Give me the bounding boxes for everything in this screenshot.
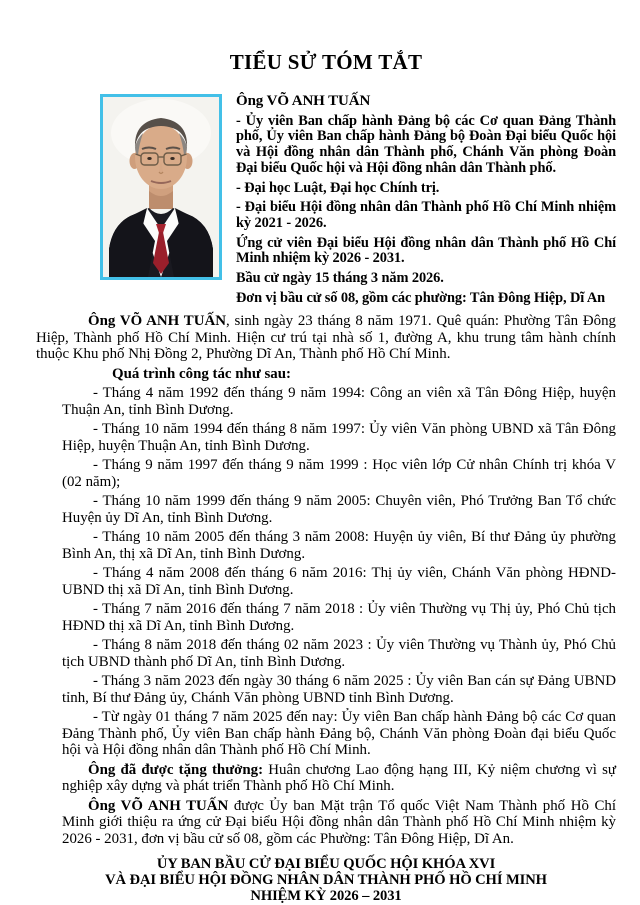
nomination-name: Ông VÕ ANH TUẤN — [88, 797, 229, 814]
footer-line-1: ỦY BAN BẦU CỬ ĐẠI BIỂU QUỐC HỘI KHÓA XVI — [156, 856, 496, 873]
awards-text: Huân chương Lao động hạng III, Kỷ niệm chương vì sự nghiệp xây dựng và phát triển Thành phố Hồ Chí Minh. — [62, 761, 616, 795]
career-item: - Tháng 10 năm 1994 đến tháng 8 năm 1997: Ủy viên Văn phòng UBND xã Tân Đông Hiệp, huyện Thuận An, tỉnh Bình Dương. — [62, 421, 616, 454]
footer-line-3: NHIỆM KỲ 2026 – 2031 — [250, 888, 402, 905]
intro-text: , sinh ngày 23 tháng 8 năm 1971. Quê quán: Phường Tân Đông Hiệp, Thành phố Hồ Chí Minh. Hiện cư trú tại nhà số 1, đường A, khu trung tâm hành chính thuộc Khu phố Nhị Đồng 2, Phường Dĩ An, Thành phố Hồ Chí Minh. — [36, 313, 616, 363]
summary-line: - Đại biểu Hội đồng nhân dân Thành phố Hồ Chí Minh nhiệm kỳ 2021 - 2026. — [236, 199, 616, 231]
career-item: - Tháng 3 năm 2023 đến ngày 30 tháng 6 năm 2025 : Ủy viên Ban cán sự Đảng UBND tỉnh, Bí thư Đảng ủy, Chánh Văn phòng UBND tỉnh Bình Dương. — [62, 673, 616, 706]
career-item: - Tháng 4 năm 2008 đến tháng 6 năm 2016: Thị ủy viên, Chánh Văn phòng HĐND-UBND thị xã Dĩ An, tỉnh Bình Dương. — [62, 565, 616, 598]
summary-lines — [236, 114, 616, 307]
awards-label: Ông đã được tặng thưởng: — [88, 761, 264, 778]
career-item: - Tháng 7 năm 2016 đến tháng 7 năm 2018 : Ủy viên Thường vụ Thị ủy, Phó Chủ tịch HĐND thị xã Dĩ An, tỉnh Bình Dương. — [62, 601, 616, 634]
portrait-illustration — [103, 97, 219, 277]
summary-line: Đơn vị bầu cử số 08, gồm các phường: Tân Đông Hiệp, Dĩ An — [236, 289, 606, 306]
career-item: - Tháng 10 năm 1999 đến tháng 9 năm 2005: Chuyên viên, Phó Trưởng Ban Tổ chức Huyện ủy Dĩ An, tỉnh Bình Dương. — [62, 493, 616, 526]
nomination-paragraph — [62, 798, 616, 848]
page-title: TIỂU SỬ TÓM TẮT — [229, 50, 423, 74]
election-committee-footer — [36, 857, 616, 904]
candidate-photo — [100, 94, 222, 280]
career-item: - Từ ngày 01 tháng 7 năm 2025 đến nay: Ủy viên Ban chấp hành Đảng bộ các Cơ quan Đảng Thành phố, Ủy viên Ban chấp hành Đảng bộ, Chánh Văn phòng Đoàn đại biểu Quốc hội và Hội đồng nhân dân Thành phố Hồ Chí Minh. — [62, 709, 616, 759]
career-item: - Tháng 4 năm 1992 đến tháng 9 năm 1994: Công an viên xã Tân Đông Hiệp, huyện Thuận An, tỉnh Bình Dương. — [62, 385, 616, 418]
career-heading-label: Quá trình công tác như sau: — [112, 365, 291, 382]
summary-line: Ứng cử viên Đại biểu Hội đồng nhân dân Thành phố Hồ Chí Minh nhiệm kỳ 2026 - 2031. — [236, 234, 616, 267]
intro-paragraph — [36, 313, 616, 363]
career-list — [36, 385, 616, 759]
summary-line: Bầu cử ngày 15 tháng 3 năm 2026. — [236, 270, 444, 287]
biography-body — [36, 313, 616, 847]
awards-paragraph — [62, 762, 616, 795]
summary-line: - Ủy viên Ban chấp hành Đảng bộ các Cơ quan Đảng Thành phố, Ủy viên Ban chấp hành Đảng bộ Đoàn Đại biểu Quốc hội và Hội đồng nhân dân Thành phố, Chánh Văn phòng Đoàn Đại biểu Quốc hội và Hội đồng nhân dân Thành phố. — [236, 112, 616, 176]
career-item: - Tháng 10 năm 2005 đến tháng 3 năm 2008: Huyện ủy viên, Bí thư Đảng ủy phường Bình An, thị xã Dĩ An, tỉnh Bình Dương. — [62, 529, 616, 562]
footer-line-2: VÀ ĐẠI BIỂU HỘI ĐỒNG NHÂN DÂN THÀNH PHỐ HỒ CHÍ MINH — [105, 872, 547, 889]
summary-line: - Đại học Luật, Đại học Chính trị. — [236, 179, 440, 196]
career-item: - Tháng 9 năm 1997 đến tháng 9 năm 1999 : Học viên lớp Cử nhân Chính trị khóa V (02 năm); — [62, 457, 616, 490]
candidate-name: Ông VÕ ANH TUẤN — [236, 93, 371, 109]
career-heading — [62, 366, 616, 383]
nomination-text: được Ủy ban Mặt trận Tổ quốc Việt Nam Thành phố Hồ Chí Minh giới thiệu ra ứng cử Đại biểu Hội đồng nhân dân Thành phố Hồ Chí Minh nhiệm kỳ 2026 - 2031, đơn vị bầu cử số 08, gồm các Phường: Tân Đông Hiệp, Dĩ An. — [62, 797, 616, 847]
profile-summary — [236, 94, 616, 310]
intro-name: Ông VÕ ANH TUẤN — [88, 313, 226, 330]
profile-header — [36, 94, 616, 310]
career-item: - Tháng 8 năm 2018 đến tháng 02 năm 2023 : Ủy viên Thường vụ Thành ủy, Phó Chủ tịch UBND thành phố Dĩ An, tỉnh Bình Dương. — [62, 637, 616, 670]
